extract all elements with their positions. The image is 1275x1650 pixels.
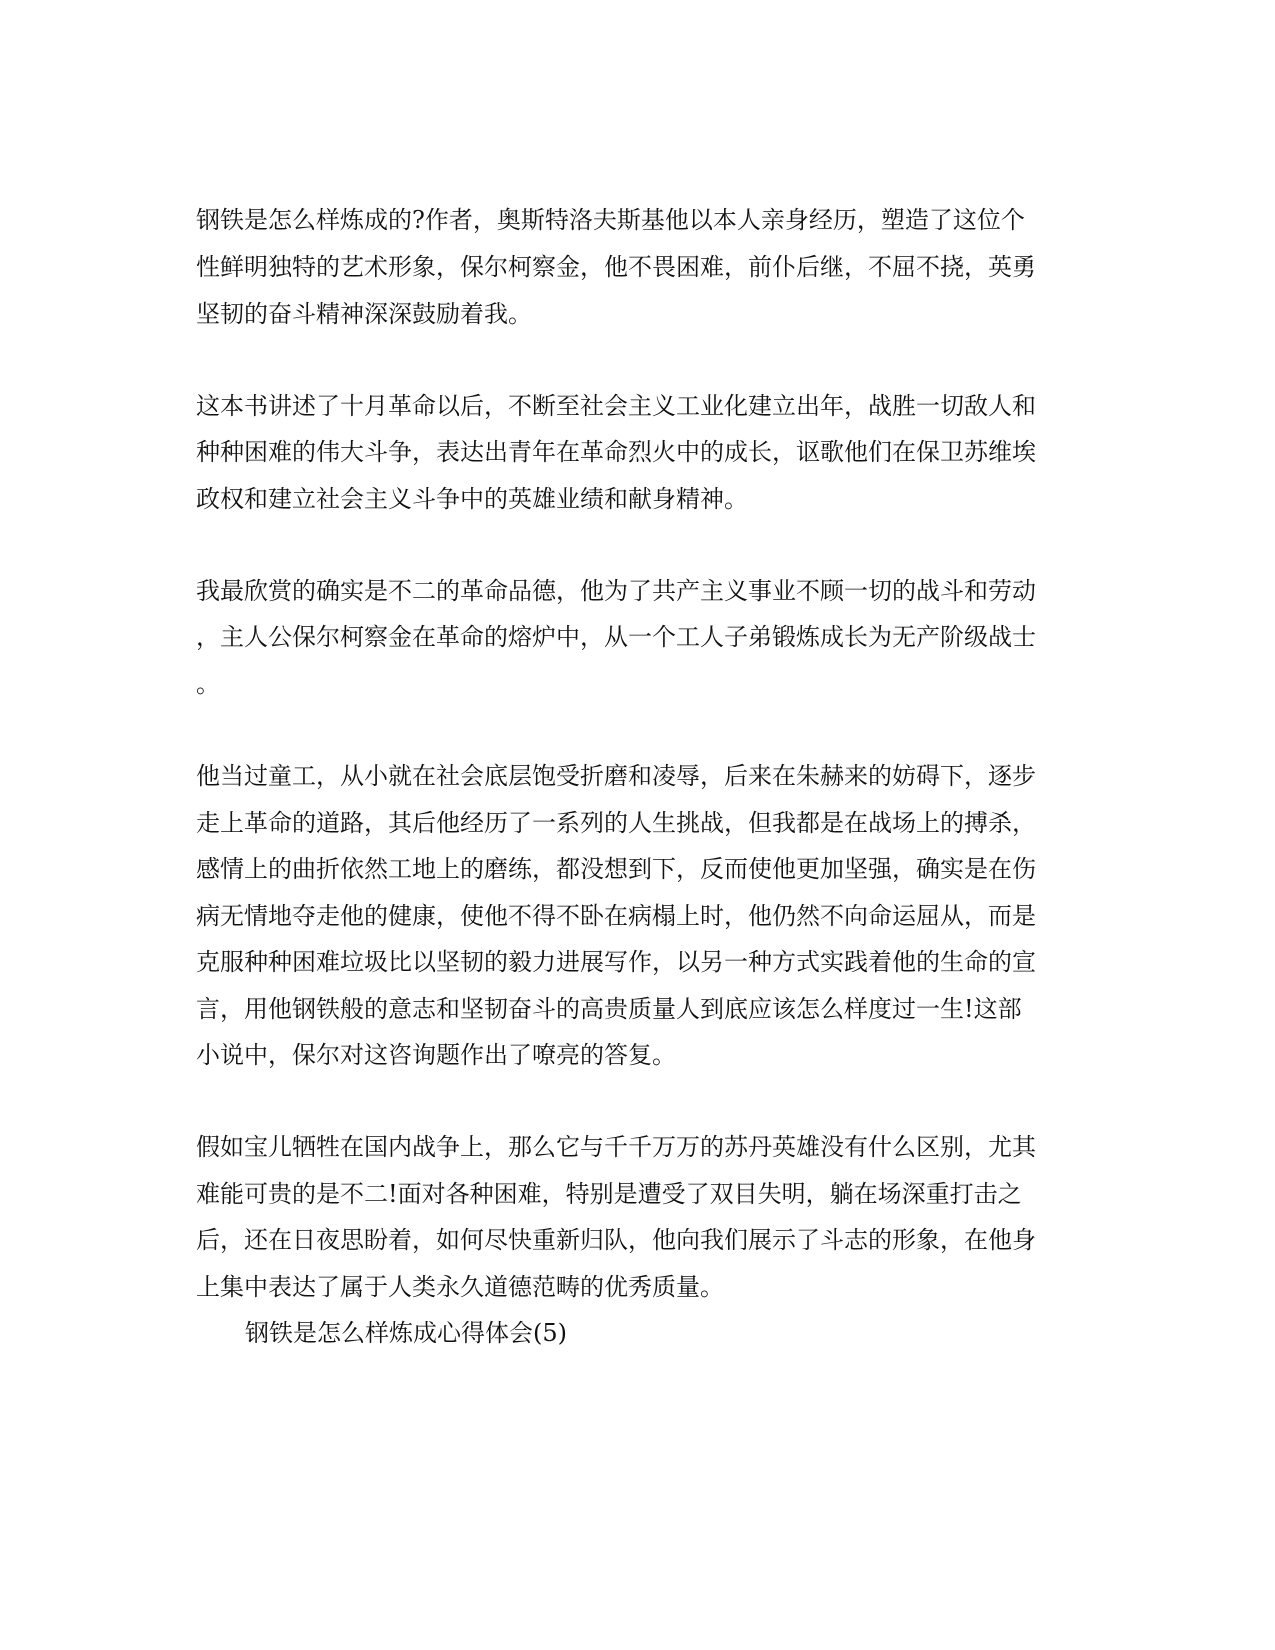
paragraph-4-line-7: 小说中，保尔对这咨询题作出了嘹亮的答复。 bbox=[196, 1041, 676, 1069]
paragraph-2-line-2: 种种困难的伟大斗争，表达出青年在革命烈火中的成长，讴歌他们在保卫苏维埃 bbox=[196, 438, 1036, 466]
paragraph-2-line-3: 政权和建立社会主义斗争中的英雄业绩和献身精神。 bbox=[196, 485, 748, 513]
section-subtitle: 钢铁是怎么样炼成心得体会(5) bbox=[245, 1319, 567, 1347]
paragraph-5-line-3: 后，还在日夜思盼着，如何尽快重新归队，他向我们展示了斗志的形象，在他身 bbox=[196, 1226, 1036, 1254]
paragraph-1-line-1: 钢铁是怎么样炼成的?作者，奥斯特洛夫斯基他以本人亲身经历，塑造了这位个 bbox=[196, 206, 1025, 234]
paragraph-1-line-3: 坚韧的奋斗精神深深鼓励着我。 bbox=[196, 300, 532, 328]
paragraph-5-line-2: 难能可贵的是不二!面对各种困难，特别是遭受了双目失明，躺在场深重打击之 bbox=[196, 1180, 1022, 1208]
paragraph-5-line-1: 假如宝儿牺牲在国内战争上，那么它与千千万万的苏丹英雄没有什么区别，尤其 bbox=[196, 1133, 1036, 1161]
paragraph-4-line-3: 感情上的曲折依然工地上的磨练，都没想到下，反而使他更加坚强，确实是在伤 bbox=[196, 855, 1036, 883]
paragraph-4-line-5: 克服种种困难垃圾比以坚韧的毅力进展写作，以另一种方式实践着他的生命的宣 bbox=[196, 948, 1036, 976]
paragraph-1-line-2: 性鲜明独特的艺术形象，保尔柯察金，他不畏困难，前仆后继，不屈不挠，英勇 bbox=[196, 253, 1036, 281]
paragraph-5-line-4: 上集中表达了属于人类永久道德范畴的优秀质量。 bbox=[196, 1273, 724, 1301]
paragraph-4-line-4: 病无情地夺走他的健康，使他不得不卧在病榻上时，他仍然不向命运屈从，而是 bbox=[196, 902, 1036, 930]
paragraph-4-line-2: 走上革命的道路，其后他经历了一系列的人生挑战，但我都是在战场上的搏杀， bbox=[196, 809, 1036, 837]
paragraph-3-line-1: 我最欣赏的确实是不二的革命品德，他为了共产主义事业不顾一切的战斗和劳动 bbox=[196, 577, 1036, 605]
paragraph-3-line-3: 。 bbox=[196, 670, 220, 698]
paragraph-2-line-1: 这本书讲述了十月革命以后，不断至社会主义工业化建立出年，战胜一切敌人和 bbox=[196, 392, 1036, 420]
paragraph-3-line-2: ，主人公保尔柯察金在革命的熔炉中，从一个工人子弟锻炼成长为无产阶级战士 bbox=[196, 623, 1036, 651]
paragraph-4-line-6: 言，用他钢铁般的意志和坚韧奋斗的高贵质量人到底应该怎么样度过一生!这部 bbox=[196, 995, 1022, 1023]
paragraph-4-line-1: 他当过童工，从小就在社会底层饱受折磨和凌辱，后来在朱赫来的妨碍下，逐步 bbox=[196, 762, 1036, 790]
